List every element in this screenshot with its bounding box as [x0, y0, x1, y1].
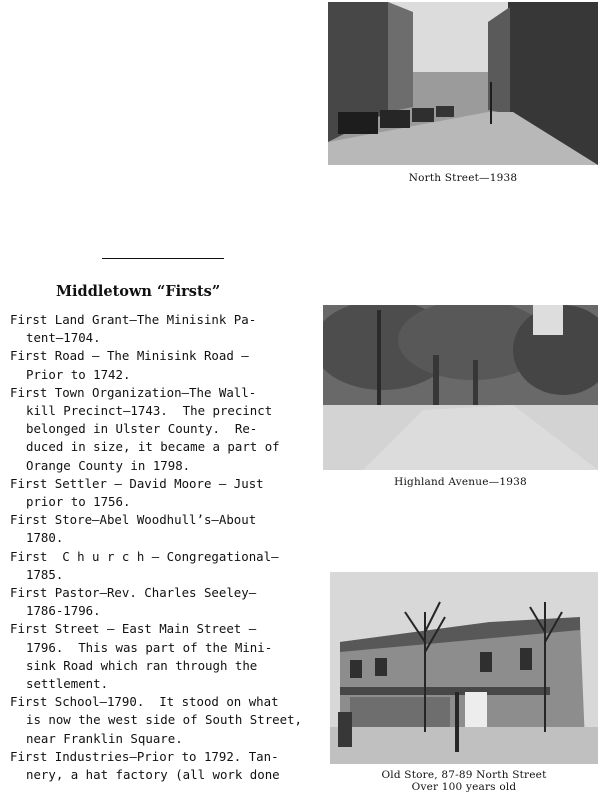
entry-line: First Store—Abel Woodhull’s—About — [10, 512, 257, 528]
firsts-entry — [10, 511, 292, 547]
entry-line: sink Road which ran through the — [26, 657, 258, 673]
old-store-caption — [330, 769, 598, 793]
firsts-entry — [10, 347, 292, 383]
entry-line: First Land Grant—The Minisink Pa- — [10, 312, 257, 327]
entry-line: First Road — The Minisink Road — — [10, 348, 249, 364]
entry-line: duced in size, it became a part of — [26, 439, 280, 455]
firsts-entry — [10, 548, 292, 584]
entry-line: First C h u r c h — Congregational— — [10, 548, 279, 564]
old-store-caption-line: Over 100 years old — [411, 781, 517, 793]
entry-line: settlement. — [26, 676, 109, 692]
article-title: Middletown “Firsts” — [56, 283, 221, 300]
entry-line: prior to 1756. — [26, 494, 131, 510]
entry-line: First Industries—Prior to 1792. Tan- — [10, 748, 279, 764]
entry-line: 1786-1796. — [26, 603, 101, 619]
old-store-photo — [330, 572, 598, 764]
entry-line: Orange County in 1798. — [26, 457, 191, 473]
entry-line: Prior to 1742. — [26, 366, 131, 382]
entry-line: tent—1704. — [26, 330, 101, 346]
firsts-entry — [10, 384, 292, 475]
entry-line: First Pastor—Rev. Charles Seeley— — [10, 585, 257, 601]
firsts-list — [10, 311, 303, 784]
firsts-entry — [10, 475, 292, 511]
entry-line: near Franklin Square. — [26, 730, 183, 746]
entry-line: kill Precinct—1743. The precinct — [26, 403, 273, 419]
firsts-entry — [10, 620, 292, 693]
entry-line: First Street — East Main Street — — [10, 621, 257, 637]
old-store-caption-line: Old Store, 87-89 North Street — [381, 769, 547, 781]
entry-line: belonged in Ulster County. Re- — [26, 421, 258, 437]
firsts-entry — [10, 748, 292, 784]
highland-avenue-caption: Highland Avenue—1938 — [394, 476, 527, 488]
highland-avenue-photo — [323, 305, 598, 470]
north-street-photo — [328, 2, 598, 165]
entry-line: 1780. — [26, 530, 64, 546]
entry-line: First Town Organization—The Wall- — [10, 384, 257, 400]
firsts-entry — [10, 584, 292, 620]
entry-line: First Settler — David Moore — Just — [10, 475, 264, 491]
firsts-entry — [10, 693, 303, 748]
entry-line: nery, a hat factory (all work done — [26, 767, 280, 783]
entry-line: 1796. This was part of the Mini- — [26, 639, 273, 655]
section-divider — [102, 258, 224, 259]
entry-line: is now the west side of South Street, — [26, 712, 303, 728]
entry-line: First School—1790. It stood on what — [10, 694, 279, 710]
firsts-entry — [10, 311, 292, 347]
entry-line: 1785. — [26, 566, 64, 582]
north-street-caption: North Street—1938 — [408, 172, 518, 184]
